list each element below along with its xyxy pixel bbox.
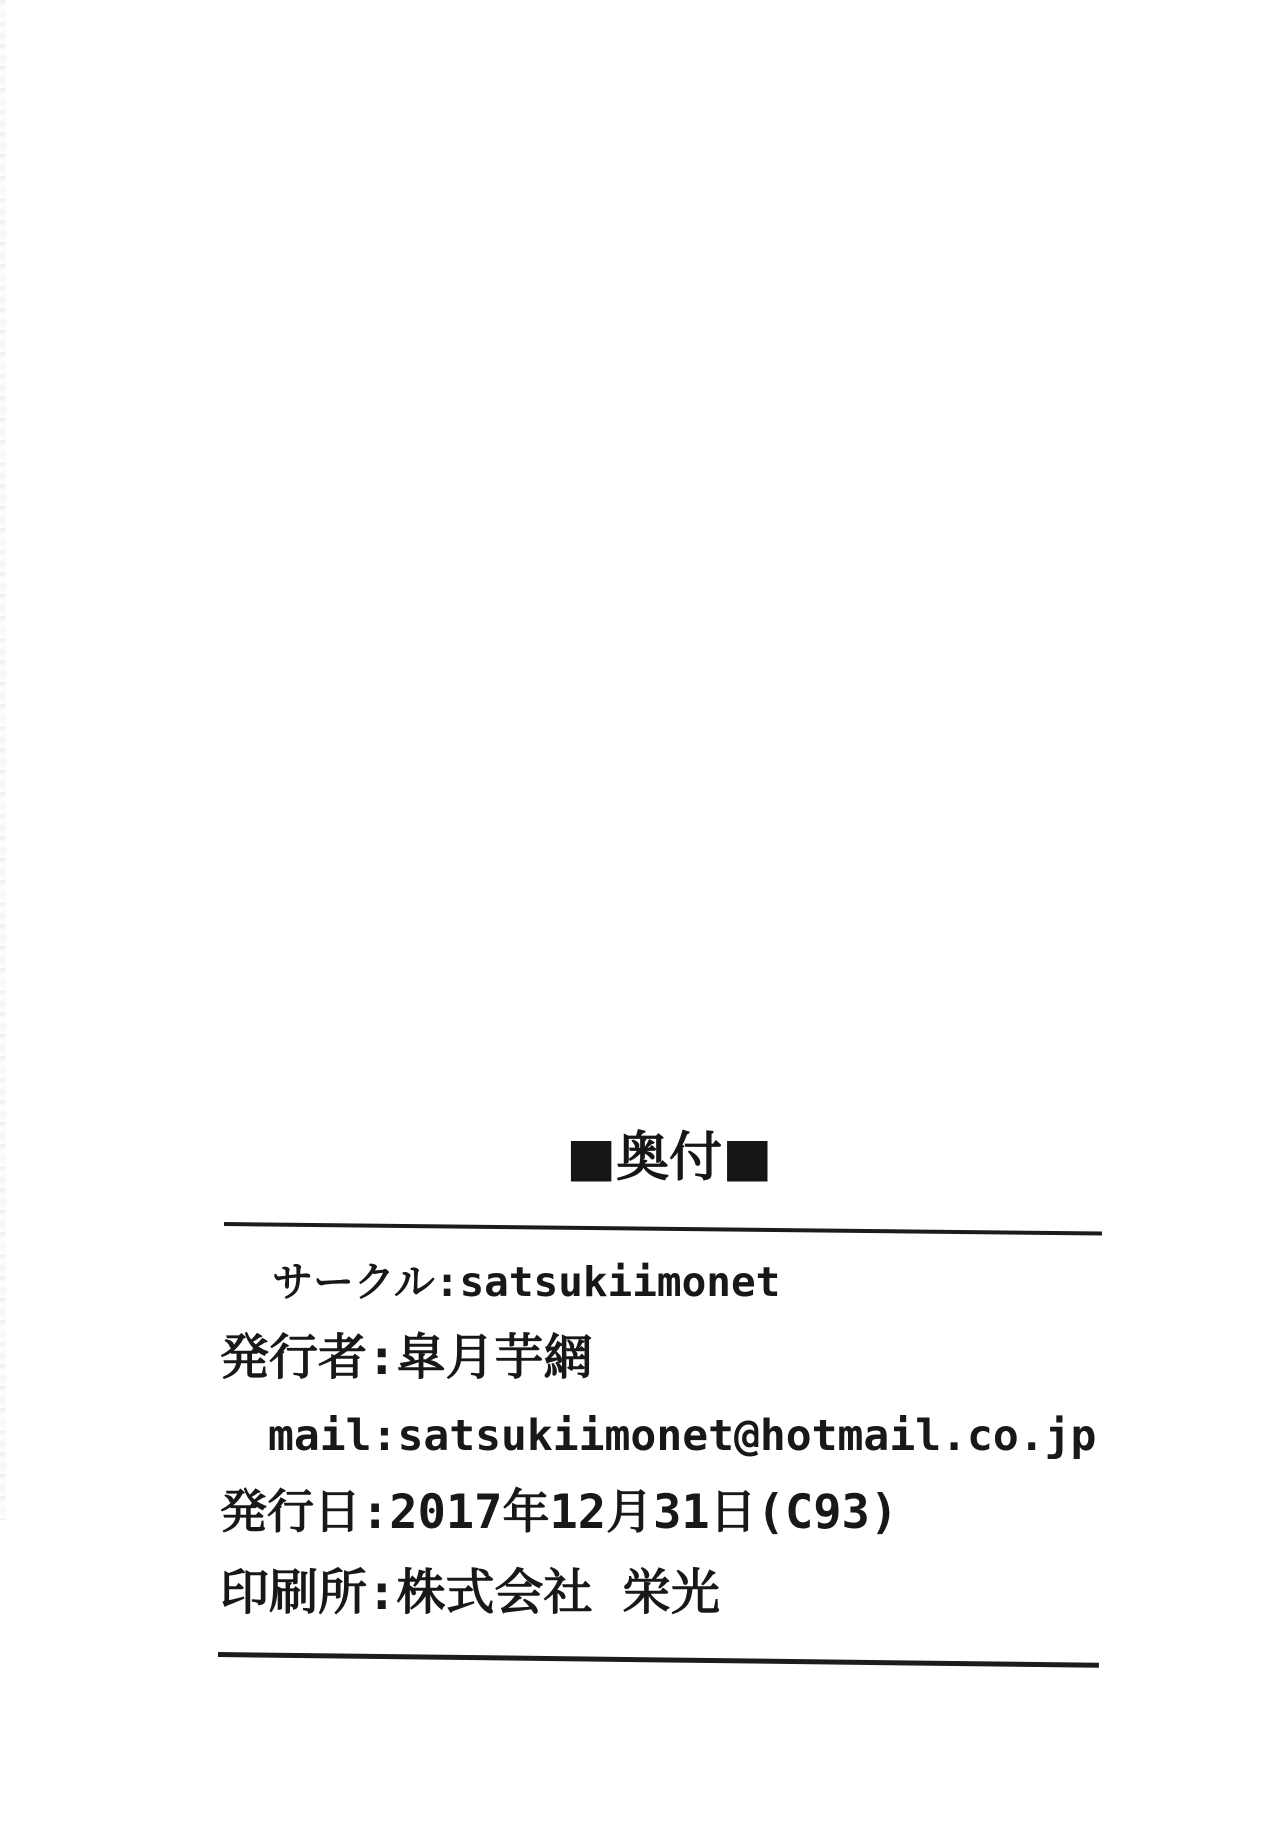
publish-date-line: 発行日:2017年12月31日(C93) bbox=[220, 1485, 899, 1540]
mail-line: mail:satsukiimonet@hotmail.co.jp bbox=[268, 1411, 1097, 1461]
publisher-line: 発行者:皐月芋網 bbox=[220, 1329, 593, 1386]
divider-bottom bbox=[218, 1652, 1099, 1668]
colophon-section-title: ■奥付■ bbox=[566, 1127, 773, 1188]
printer-line: 印刷所:株式会社 栄光 bbox=[220, 1564, 721, 1621]
divider-top bbox=[224, 1222, 1102, 1236]
circle-line: サークル:satsukiimonet bbox=[272, 1258, 781, 1306]
scan-edge-noise bbox=[0, 0, 6, 1520]
